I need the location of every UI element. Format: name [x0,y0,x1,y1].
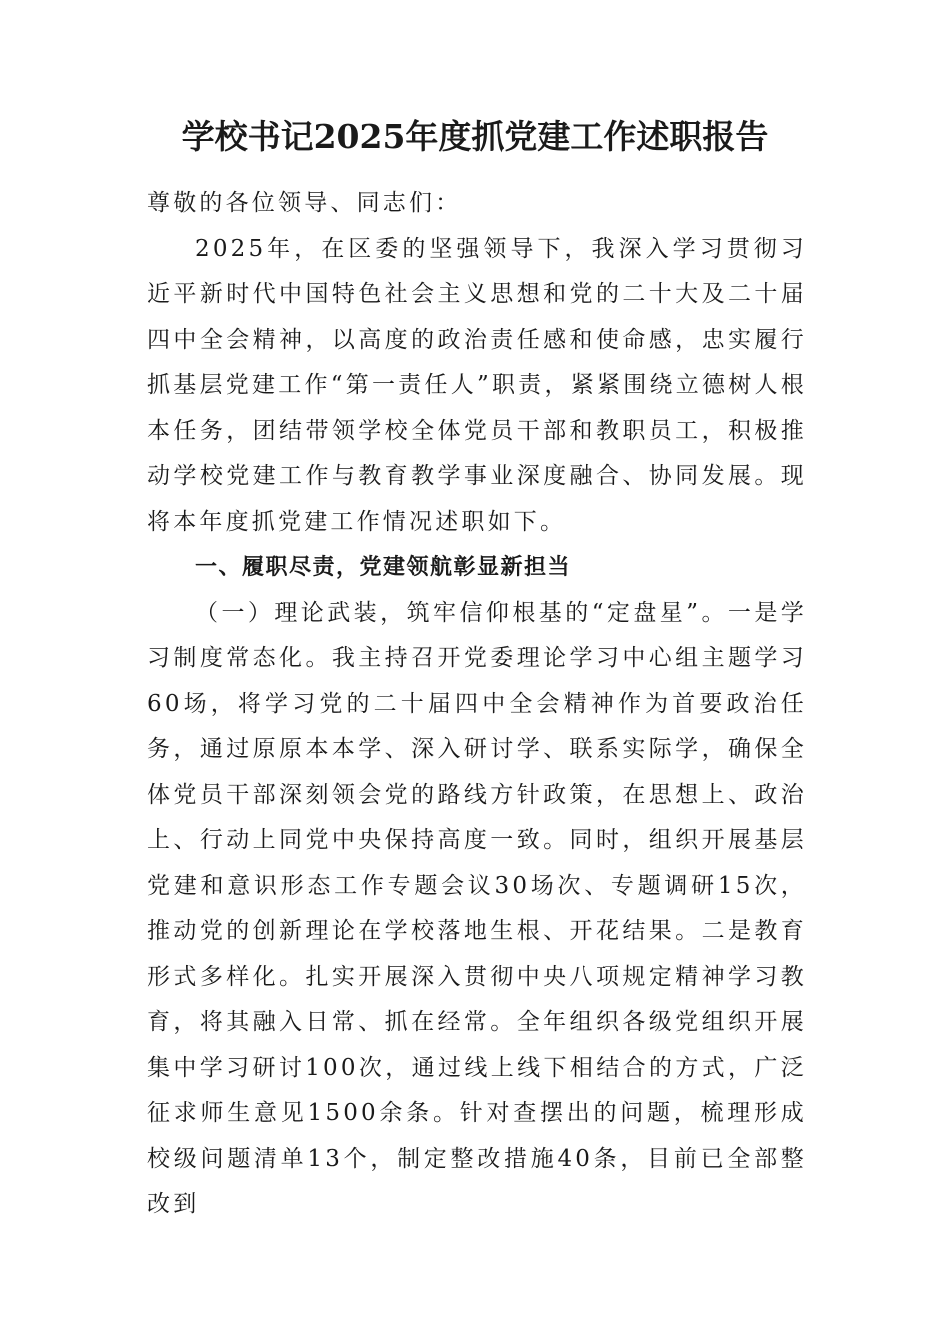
salutation: 尊敬的各位领导、同志们： [147,190,462,216]
document-body [147,181,807,1228]
section-1-paragraph-1: （一）理论武装，筑牢信仰根基的“定盘星”。一是学习制度常态化。我主持召开党委理论学习中心组主题学习60场，将学习党的二十届四中全会精神作为首要政治任务，通过原原本本学、深入研讨学、联系实际学，确保全体党员干部深刻领会党的路线方针政策，在思想上、政治上、行动上同党中央保持高度一致。同时，组织开展基层党建和意识形态工作专题会议30场次、专题调研15次，推动党的创新理论在学校落地生根、开花结果。二是教育形式多样化。扎实开展深入贯彻中央八项规定精神学习教育，将其融入日常、抓在经常。全年组织各级党组织开展集中学习研讨100次，通过线上线下相结合的方式，广泛征求师生意见1500余条。针对查摆出的问题，梳理形成校级问题清单13个，制定整改措施40条，目前已全部整改到 [147,599,807,1217]
section-heading-1: 一、履职尽责，党建领航彰显新担当 [195,555,572,580]
intro-paragraph: 2025年，在区委的坚强领导下，我深入学习贯彻习近平新时代中国特色社会主义思想和党的二十大及二十届四中全会精神，以高度的政治责任感和使命感，忠实履行抓基层党建工作“第一责任人”职责，紧紧围绕立德树人根本任务，团结带领学校全体党员干部和教职员工，积极推动学校党建工作与教育教学事业深度融合、协同发展。现将本年度抓党建工作情况述职如下。 [147,235,807,535]
document-title: 学校书记2025年度抓党建工作述职报告 [181,117,769,156]
